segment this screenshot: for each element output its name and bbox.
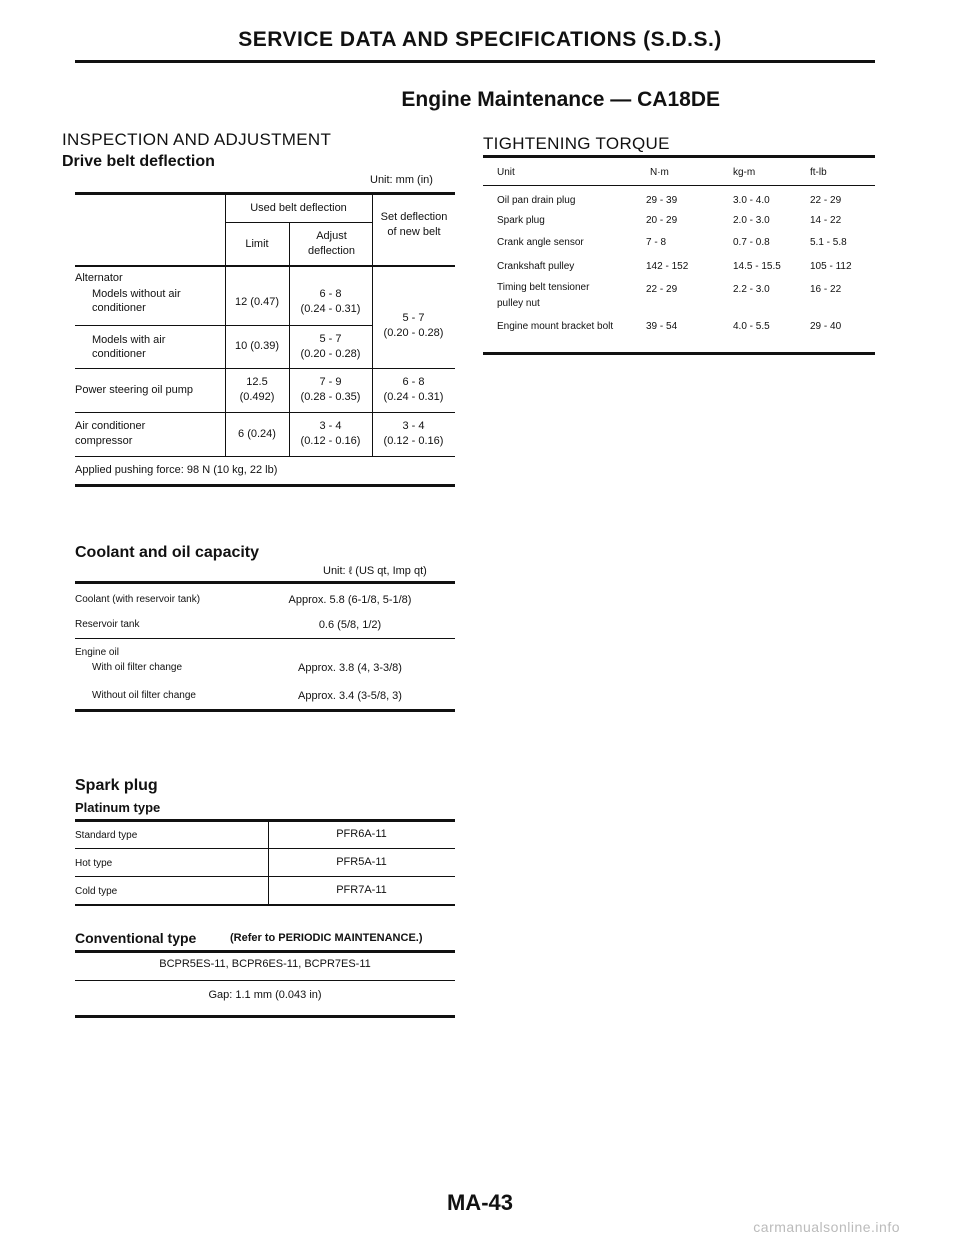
engine-oil-label: Engine oil <box>75 647 119 658</box>
coolant-bottom-rule <box>75 709 455 712</box>
coolant-mid-rule <box>75 638 455 639</box>
torque-col-unit: Unit <box>497 167 515 178</box>
ac-limit: 6 (0.24) <box>238 428 276 440</box>
ac-label-b: compressor <box>75 435 133 447</box>
alt-set-a: 5 - 7 <box>402 312 425 324</box>
torque-row-ftlb: 5.1 - 5.8 <box>810 237 847 248</box>
torque-row-ftlb: 22 - 29 <box>810 195 842 206</box>
watermark: carmanualsonline.info <box>753 1219 900 1235</box>
ac-label-a: Air conditioner <box>75 420 146 432</box>
alt-set-b: (0.20 - 0.28) <box>383 327 444 339</box>
belt-footer-note: Applied pushing force: 98 N (10 kg, 22 lb) <box>75 464 278 476</box>
spark-top-rule <box>75 819 455 822</box>
alt-row-label: Models without air conditioner <box>92 288 181 314</box>
torque-row-ftlb: 105 - 112 <box>810 261 852 272</box>
gap-value: Gap: 1.1 mm (0.043 in) <box>208 989 322 1001</box>
belt-bottom-rule <box>75 484 455 487</box>
torque-row-ftlb: 16 - 22 <box>810 284 842 295</box>
spark-row-rule <box>75 848 455 849</box>
belt-rule-alt2 <box>75 368 455 369</box>
platinum-type-title: Platinum type <box>75 800 161 815</box>
torque-row-label: Engine mount bracket bolt <box>497 321 614 332</box>
torque-row-nm: 29 - 39 <box>646 195 678 206</box>
spark-row-rule <box>75 876 455 877</box>
ps-set-a: 6 - 8 <box>402 376 425 388</box>
conventional-top-rule <box>75 950 455 953</box>
col-used-deflection: Used belt deflection <box>250 202 347 214</box>
col-adjust-deflection: Adjust deflection <box>307 230 356 257</box>
alt-row-label: Models with air conditioner <box>92 334 166 360</box>
ac-set-b: (0.12 - 0.16) <box>383 435 444 447</box>
torque-heading: TIGHTENING TORQUE <box>483 134 670 153</box>
belt-header-rule <box>75 265 455 267</box>
torque-row-nm: 7 - 8 <box>646 237 667 248</box>
torque-col-kgm: kg-m <box>733 167 756 178</box>
reservoir-value: 0.6 (5/8, 1/2) <box>318 619 382 631</box>
torque-row-nm: 39 - 54 <box>646 321 678 332</box>
spark-row-value: PFR5A-11 <box>336 856 387 868</box>
spark-row-label: Standard type <box>75 830 138 841</box>
alt-row-adjust-b: (0.24 - 0.31) <box>300 303 361 315</box>
inspection-heading: INSPECTION AND ADJUSTMENT <box>62 130 332 149</box>
belt-rule-used <box>225 222 372 223</box>
ps-set-b: (0.24 - 0.31) <box>383 391 444 403</box>
torque-col-nm: N·m <box>650 167 669 178</box>
belt-rule-ps <box>75 412 455 413</box>
header-rule <box>75 60 875 63</box>
torque-row-label: Spark plug <box>497 215 545 226</box>
conventional-mid-rule <box>75 980 455 981</box>
torque-row-label: Crankshaft pulley <box>497 261 575 272</box>
ps-label: Power steering oil pump <box>75 384 194 396</box>
coolant-title: Coolant and oil capacity <box>75 544 260 561</box>
col-limit: Limit <box>245 238 269 250</box>
page-number: MA-43 <box>446 1190 513 1215</box>
reservoir-label: Reservoir tank <box>75 619 140 630</box>
torque-row-kgm: 4.0 - 5.5 <box>733 321 770 332</box>
section-subtitle: Engine Maintenance — CA18DE <box>401 88 720 111</box>
drive-belt-title: Drive belt deflection <box>62 153 215 170</box>
torque-row-nm: 142 - 152 <box>646 261 689 272</box>
alt-row-adjust-b: (0.20 - 0.28) <box>300 348 361 360</box>
alt-row-adjust-a: 5 - 7 <box>319 333 342 345</box>
conventional-type-title: Conventional type <box>75 930 197 946</box>
conventional-values: BCPR5ES-11, BCPR6ES-11, BCPR7ES-11 <box>159 958 371 970</box>
coolant-value: Approx. 5.8 (6-1/8, 5-1/8) <box>288 594 412 606</box>
alt-row-limit: 10 (0.39) <box>234 340 280 352</box>
torque-row-label: Crank angle sensor <box>497 237 584 248</box>
alternator-label: Alternator <box>75 272 123 284</box>
col-set-deflection: Set deflection of new belt <box>380 211 448 238</box>
torque-header-rule <box>483 185 875 186</box>
spark-row-label: Cold type <box>75 886 118 897</box>
torque-row-kgm: 2.0 - 3.0 <box>733 215 770 226</box>
torque-row-label-cont: pulley nut <box>497 298 540 309</box>
torque-row-kgm: 3.0 - 4.0 <box>733 195 770 206</box>
spark-bottom-rule <box>75 904 455 906</box>
belt-table-top-rule <box>75 192 455 195</box>
coolant-unit: Unit: ℓ (US qt, Imp qt) <box>323 565 427 577</box>
spark-plug-title: Spark plug <box>75 777 158 794</box>
spark-row-value: PFR6A-11 <box>336 828 387 840</box>
coolant-label: Coolant (with reservoir tank) <box>75 594 201 605</box>
alt-row-limit: 12 (0.47) <box>234 296 280 308</box>
ac-set-a: 3 - 4 <box>402 420 425 432</box>
ps-limit-a: 12.5 <box>246 376 268 388</box>
belt-rule-ac <box>75 456 455 457</box>
coolant-top-rule <box>75 581 455 584</box>
spark-section-bottom-rule <box>75 1015 455 1018</box>
torque-row-kgm: 0.7 - 0.8 <box>733 237 770 248</box>
conventional-note: (Refer to PERIODIC MAINTENANCE.) <box>230 932 423 944</box>
torque-row-kgm: 2.2 - 3.0 <box>733 284 770 295</box>
ac-adjust-a: 3 - 4 <box>319 420 342 432</box>
torque-col-ftlb: ft-lb <box>810 167 827 178</box>
torque-row-kgm: 14.5 - 15.5 <box>733 261 781 272</box>
torque-row-ftlb: 29 - 40 <box>810 321 842 332</box>
belt-vline-3 <box>372 195 373 456</box>
ps-adjust-a: 7 - 9 <box>319 376 342 388</box>
torque-row-label: Oil pan drain plug <box>497 195 576 206</box>
spark-row-value: PFR7A-11 <box>336 884 387 896</box>
torque-row-nm: 22 - 29 <box>646 284 678 295</box>
without-filter-label: Without oil filter change <box>92 690 196 701</box>
with-filter-label: With oil filter change <box>92 662 183 673</box>
torque-bottom-rule <box>483 352 875 355</box>
spark-row-label: Hot type <box>75 858 113 869</box>
torque-row-label: Timing belt tensioner <box>497 282 590 293</box>
ps-limit-b: (0.492) <box>239 391 275 403</box>
torque-row-nm: 20 - 29 <box>646 215 678 226</box>
alt-row-adjust-a: 6 - 8 <box>319 288 342 300</box>
ac-adjust-b: (0.12 - 0.16) <box>300 435 361 447</box>
with-filter-value: Approx. 3.8 (4, 3-3/8) <box>298 662 402 674</box>
ps-adjust-b: (0.28 - 0.35) <box>300 391 361 403</box>
belt-vline-1 <box>225 195 226 456</box>
torque-top-rule <box>483 155 875 158</box>
drive-belt-unit: Unit: mm (in) <box>370 174 433 186</box>
torque-row-ftlb: 14 - 22 <box>810 215 842 226</box>
belt-rule-alt1 <box>75 325 372 326</box>
page-title: SERVICE DATA AND SPECIFICATIONS (S.D.S.) <box>238 28 722 51</box>
without-filter-value: Approx. 3.4 (3-5/8, 3) <box>298 690 402 702</box>
